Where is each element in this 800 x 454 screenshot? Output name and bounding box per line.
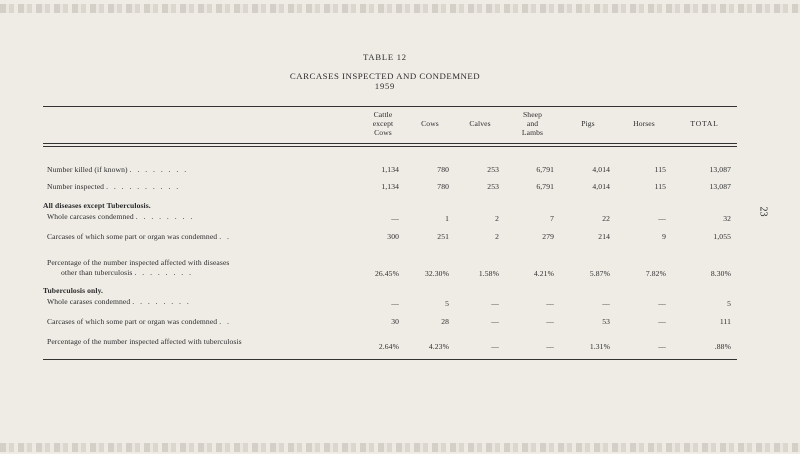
col-header-pigs: Pigs [560,107,616,144]
leader-dots: . . . . . . . . [132,296,191,306]
cell: 32 [723,213,731,223]
carcases-table [43,106,737,360]
header-blank [43,107,361,144]
cell: — [491,298,499,308]
cell: 4,014 [592,164,610,174]
cell: — [391,213,399,223]
leader-dots: . . [219,232,231,241]
page-number: 23 [757,206,769,217]
table-row-whole-condemned [43,211,737,224]
cell: — [491,317,499,326]
cell: 214 [598,232,610,241]
section-heading-tuberculosis: Tuberculosis only. [43,285,104,295]
cell: 6,791 [536,164,554,174]
header-row [43,107,737,144]
table-row-killed [43,147,737,175]
cell: 115 [654,181,666,191]
leader-dots: . . . . . . . . . . [106,181,181,191]
cell: — [391,298,399,308]
leader-dots: . . . . . . . . [134,267,193,277]
cell: 253 [487,164,499,174]
table-row-inspected [43,175,737,198]
row-label: Number inspected [47,181,105,191]
table-row-tb-whole [43,296,737,309]
table-year: 1959 [374,81,396,91]
bleed-through-bottom [0,443,800,452]
col-header-cows: Cows [405,107,455,144]
leader-dots: . . [219,317,231,326]
cell: 22 [602,213,610,223]
cell: 30 [391,317,399,326]
bleed-through-top [0,4,800,13]
cell: 26.45% [374,268,399,278]
cell: — [546,317,554,326]
cell: 1,134 [381,164,399,174]
col-header-horses: Horses [616,107,672,144]
table-row-percentage-other [43,250,737,280]
cell: 251 [437,232,449,241]
row-label: Percentage of the number inspected affected with diseases [47,257,230,267]
leader-dots: . . . . . . . . [129,164,189,174]
cell: 1.31% [560,335,616,360]
cell: 28 [441,317,449,326]
cell: 279 [542,232,554,241]
col-header-cattle: Cattle except Cows [361,107,405,144]
leader-dots: . . . . . . . . [135,211,195,221]
row-label: Number killed (if known) [47,164,128,174]
cell: 4.21% [533,268,554,278]
col-header-sheep: Sheep and Lambs [505,107,560,144]
cell: 9 [662,232,666,241]
table-row-tb-percentage [43,335,737,360]
cell: 4,014 [592,181,610,191]
cell: 4.23% [405,335,455,360]
table-label: TABLE 12 [363,52,407,62]
row-label: Carcases of which some part or organ was condemned [47,317,218,326]
section-heading-all-diseases: All diseases except Tuberculosis. [43,200,151,210]
cell: 1 [445,213,449,223]
cell: 253 [487,181,499,191]
table-row-part-condemned [43,224,737,250]
cell: 2 [495,232,499,241]
cell: 8.30% [710,268,731,278]
cell: 7.82% [645,268,666,278]
row-label: Whole carcases condemned [47,211,134,221]
cell: — [505,335,560,360]
cell: 111 [719,317,731,326]
cell: — [658,317,666,326]
cell: — [546,298,554,308]
table-title: CARCASES INSPECTED AND CONDEMNED [289,71,481,81]
table-row-tb-part [43,309,737,335]
cell: .88% [672,335,737,360]
cell: — [658,298,666,308]
section-heading-row [43,280,737,296]
cell: 780 [437,181,449,191]
cell: 32.30% [424,268,449,278]
cell: 5 [445,298,449,308]
cell: 53 [602,317,610,326]
row-label: Percentage of the number inspected affected with tuberculosis [47,336,242,346]
cell: 300 [387,232,399,241]
cell: 1.58% [478,268,499,278]
row-label-continued: other than tuberculosis [61,267,133,277]
cell: 13,087 [709,164,731,174]
cell: 5 [727,298,731,308]
cell: 2.64% [361,335,405,360]
cell: 780 [437,164,449,174]
cell: — [455,335,505,360]
section-heading-row [43,198,737,211]
cell: 13,087 [709,181,731,191]
cell: 5.87% [589,268,610,278]
col-header-calves: Calves [455,107,505,144]
cell: 6,791 [536,181,554,191]
cell: 2 [495,213,499,223]
col-header-total: TOTAL [672,107,737,144]
cell: — [602,298,610,308]
cell: 1,055 [713,232,731,241]
cell: 7 [550,213,554,223]
cell: — [658,213,666,223]
row-label: Whole carases condemned [47,296,131,306]
cell: — [616,335,672,360]
row-label: Carcases of which some part or organ was condemned [47,232,218,241]
cell: 1,134 [381,181,399,191]
cell: 115 [654,164,666,174]
